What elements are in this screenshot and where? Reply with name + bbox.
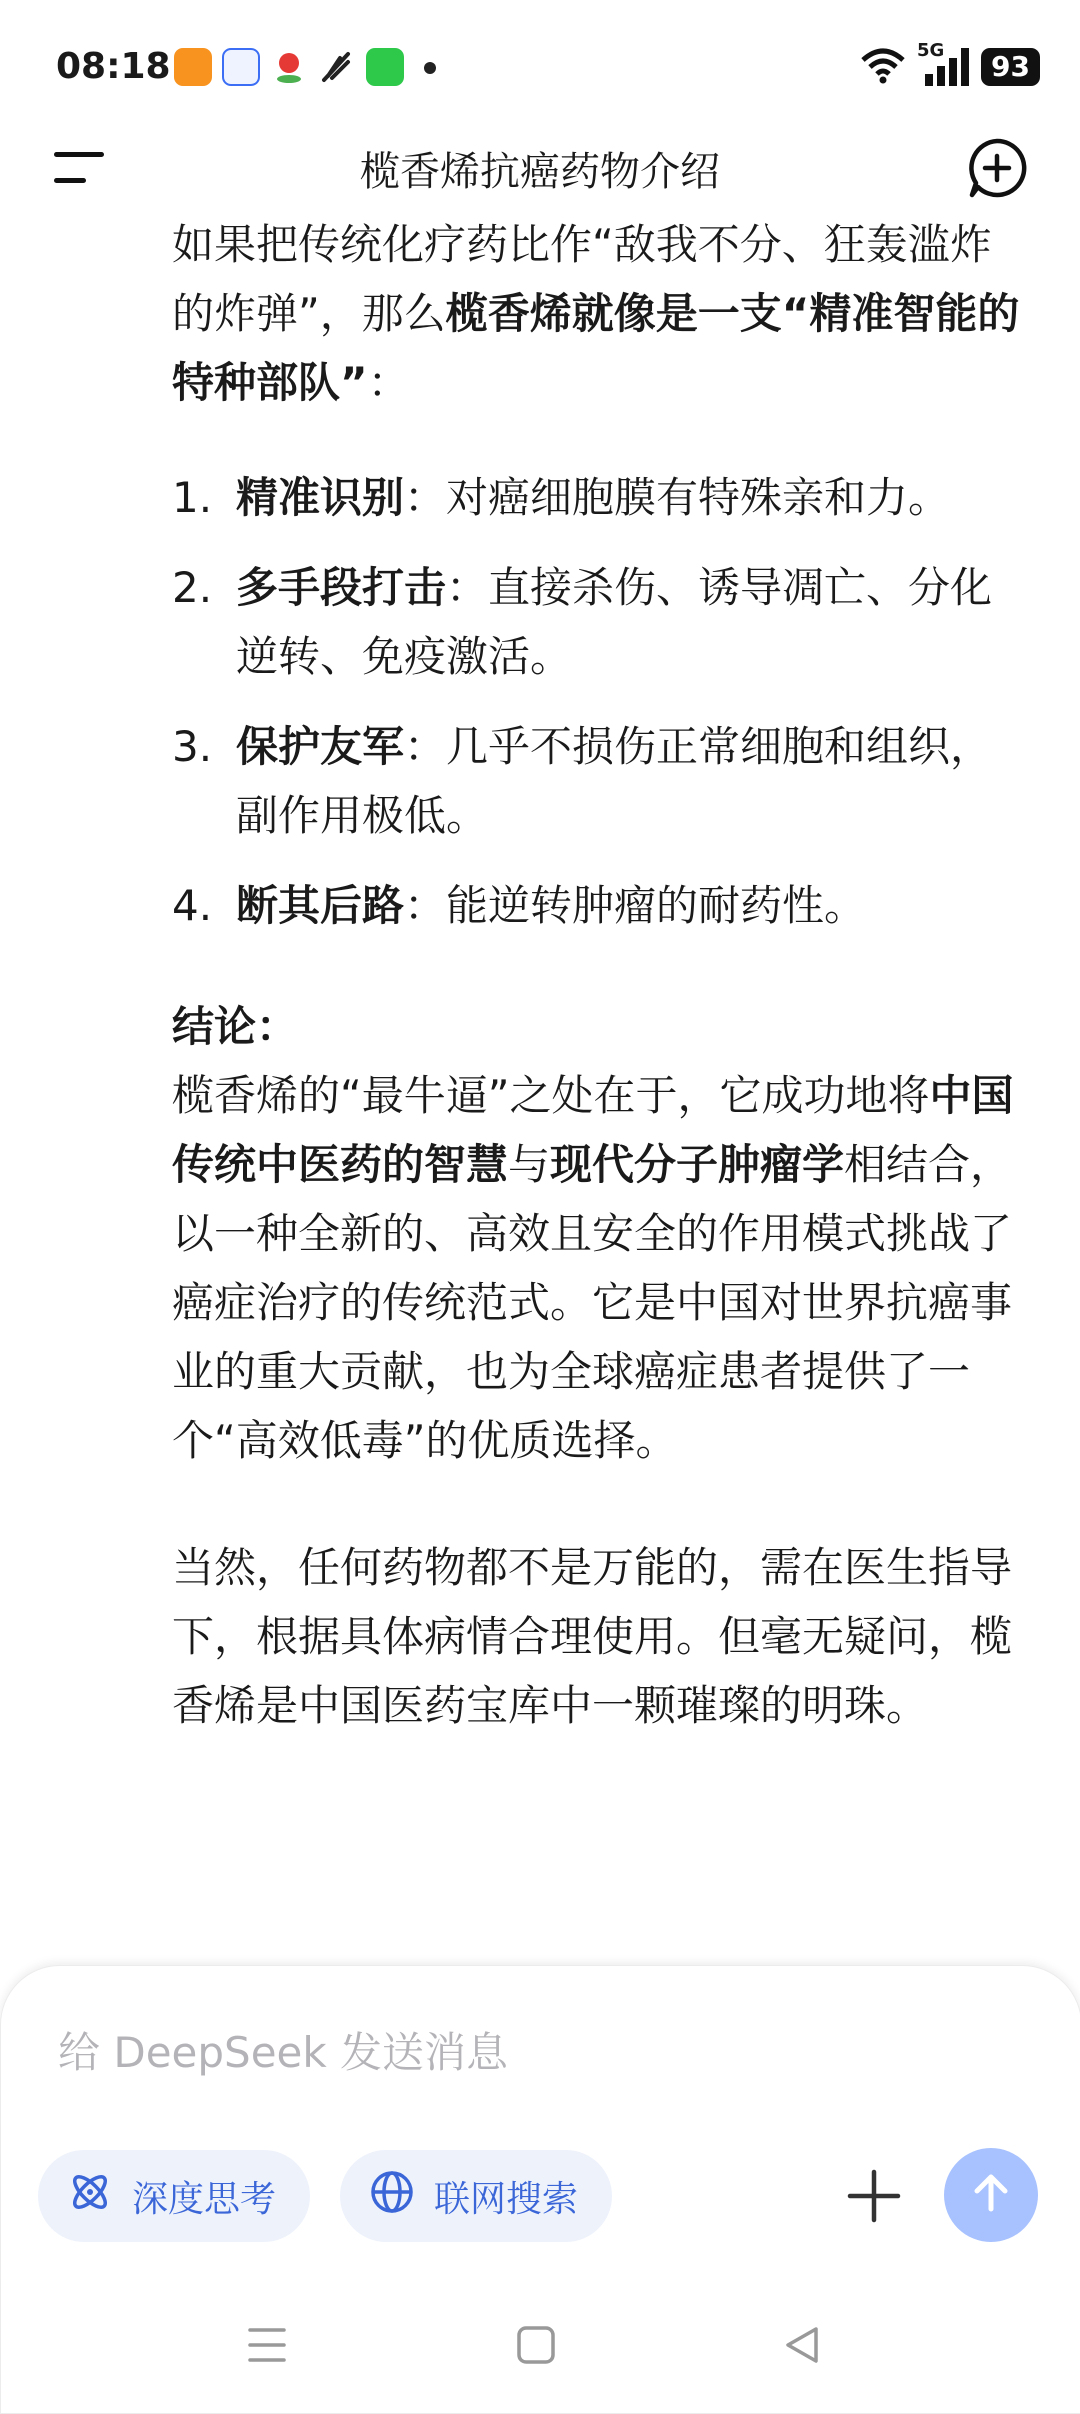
arrow-up-icon [967,2169,1015,2221]
atom-icon [66,2168,114,2225]
web-search-label: 联网搜索 [434,2178,579,2220]
feature-list [172,463,1032,940]
conclusion-paragraph: 榄香烯的“最牛逼”之处在于，它成功地将中国传统中医药的智慧与现代分子肿瘤学相结合，以一种全新的、高效且安全的作用模式挑战了癌症治疗的传统范式。它是中国对世界抗癌事业的重大贡献，也为全球癌症患者提供了一个“高效低毒”的优质选择。 [172,1071,1014,1465]
intro-paragraph: 如果把传统化疗药比作“敌我不分、狂轰滥炸的炸弹”，那么榄香烯就像是一支“精准智能的特种部队”： [172,220,1020,407]
notification-message-icon [366,48,404,86]
final-paragraph: 当然，任何药物都不是万能的，需在医生指导下，根据具体病情合理使用。但毫无疑问，榄香烯是中国医药宝库中一颗璀璨的明珠。 [172,1543,1013,1730]
deep-think-button[interactable] [38,2150,310,2242]
attach-plus-icon[interactable] [846,2168,902,2224]
conclusion-heading: 结论： [172,1002,299,1051]
page-title: 榄香烯抗癌药物介绍 [360,149,720,195]
notification-baidu-icon [222,48,260,86]
battery-indicator: 93 [981,48,1040,86]
status-time: 08:18 [56,46,171,87]
notification-feather-icon [318,48,356,86]
notification-app-icon [174,48,212,86]
globe-icon [368,2168,416,2225]
back-icon[interactable] [782,2324,822,2370]
message-input[interactable]: 给 DeepSeek 发送消息 [58,2028,509,2077]
list-item: 2. 多手段打击：直接杀伤、诱导凋亡、分化逆转、免疫激活。 [172,563,993,681]
network-type-label: 5G [917,40,945,61]
list-item: 4. 断其后路：能逆转肿瘤的耐药性。 [172,881,867,930]
status-bar [0,0,1080,135]
list-item: 1. 精准识别：对癌细胞膜有特殊亲和力。 [172,473,951,522]
new-chat-icon[interactable] [966,137,1028,199]
recent-apps-icon[interactable] [246,2324,288,2370]
send-button[interactable] [944,2148,1038,2242]
list-item: 3. 保护友军：几乎不损伤正常细胞和组织，副作用极低。 [172,722,993,840]
message-content [172,210,1032,1740]
wifi-icon [859,46,907,88]
notification-map-icon [270,48,308,86]
cellular-signal-icon [917,40,971,88]
deep-think-label: 深度思考 [132,2178,277,2220]
more-notifications-dot [424,62,436,74]
home-icon[interactable] [516,2324,556,2370]
web-search-button[interactable] [340,2150,612,2242]
